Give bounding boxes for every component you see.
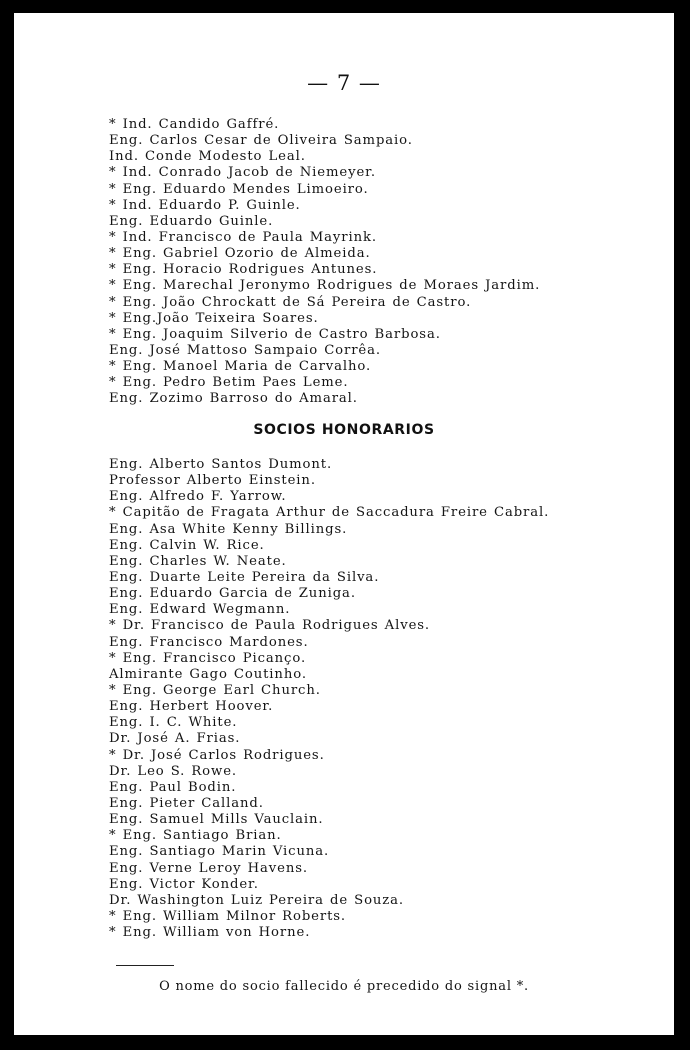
member-entry: * Eng. George Earl Church. bbox=[109, 682, 321, 698]
member-entry: * Eng.João Teixeira Soares. bbox=[109, 310, 319, 326]
member-entry: Eng. José Mattoso Sampaio Corrêa. bbox=[109, 342, 381, 358]
honorary-members-list bbox=[109, 457, 549, 941]
member-entry: * Eng. Eduardo Mendes Limoeiro. bbox=[109, 181, 369, 197]
member-entry: Dr. Leo S. Rowe. bbox=[109, 763, 238, 779]
member-entry: * Dr. José Carlos Rodrigues. bbox=[109, 747, 325, 763]
member-entry: Eng. Samuel Mills Vauclain. bbox=[109, 812, 324, 828]
member-entry: * Eng. Pedro Betim Paes Leme. bbox=[109, 375, 349, 391]
member-entry: * Eng. Joaquim Silverio de Castro Barbosa. bbox=[109, 326, 441, 342]
member-entry: Eng. Duarte Leite Pereira da Silva. bbox=[109, 569, 380, 585]
member-entry: Eng. Alfredo F. Yarrow. bbox=[109, 489, 287, 505]
member-entry: * Eng. Santiago Brian. bbox=[109, 828, 282, 844]
member-entry: Eng. Eduardo Garcia de Zuniga. bbox=[109, 586, 356, 602]
member-entry: * Ind. Eduardo P. Guinle. bbox=[109, 197, 301, 213]
member-entry: * Eng. Francisco Picanço. bbox=[109, 650, 307, 666]
member-entry: Eng. Victor Konder. bbox=[109, 876, 259, 892]
member-entry: Professor Alberto Einstein. bbox=[109, 473, 316, 489]
member-entry: * Dr. Francisco de Paula Rodrigues Alves. bbox=[109, 618, 431, 634]
member-entry: * Ind. Francisco de Paula Mayrink. bbox=[109, 229, 377, 245]
member-entry: * Eng. Marechal Jeronymo Rodrigues de Moraes Jardim. bbox=[109, 278, 541, 294]
footnote-divider bbox=[116, 965, 174, 966]
document-page bbox=[14, 13, 674, 1035]
member-entry: Eng. Zozimo Barroso do Amaral. bbox=[109, 391, 358, 407]
member-entry: Eng. Santiago Marin Vicuna. bbox=[109, 844, 330, 860]
member-entry: Dr. José A. Frias. bbox=[109, 731, 241, 747]
member-entry: Eng. Calvin W. Rice. bbox=[109, 537, 265, 553]
member-entry: * Eng. João Chrockatt de Sá Pereira de Castro. bbox=[109, 294, 472, 310]
member-entry: Eng. Pieter Calland. bbox=[109, 795, 264, 811]
member-entry: Ind. Conde Modesto Leal. bbox=[109, 149, 306, 165]
member-entry: Dr. Washington Luiz Pereira de Souza. bbox=[109, 892, 405, 908]
member-entry: * Eng. William Milnor Roberts. bbox=[109, 908, 347, 924]
member-entry: Eng. Alberto Santos Dumont. bbox=[109, 457, 333, 472]
member-entry: * Capitão de Fragata Arthur de Saccadura Freire Cabral. bbox=[109, 505, 550, 521]
member-entry: Eng. Herbert Hoover. bbox=[109, 699, 274, 715]
member-entry: Eng. Eduardo Guinle. bbox=[109, 213, 274, 229]
member-entry: Eng. Carlos Cesar de Oliveira Sampaio. bbox=[109, 133, 413, 149]
member-entry: * Eng. Manoel Maria de Carvalho. bbox=[109, 359, 372, 375]
member-entry: Eng. I. C. White. bbox=[109, 715, 238, 731]
section-heading-honorary: SOCIOS HONORARIOS bbox=[253, 422, 435, 438]
member-entry: Eng. Asa White Kenny Billings. bbox=[109, 521, 348, 537]
member-entry: Almirante Gago Coutinho. bbox=[109, 666, 307, 682]
member-entry: * Eng. William von Horne. bbox=[109, 925, 311, 941]
member-entry: Eng. Verne Leroy Havens. bbox=[109, 860, 308, 876]
member-entry: Eng. Francisco Mardones. bbox=[109, 634, 309, 650]
member-entry: * Ind. Candido Gaffré. bbox=[109, 117, 280, 132]
member-entry: Eng. Charles W. Neate. bbox=[109, 553, 287, 569]
member-entry: * Eng. Horacio Rodrigues Antunes. bbox=[109, 262, 378, 278]
page-number: — 7 — bbox=[307, 71, 381, 95]
member-entry: * Ind. Conrado Jacob de Niemeyer. bbox=[109, 165, 376, 181]
member-entry: Eng. Paul Bodin. bbox=[109, 779, 237, 795]
member-entry: * Eng. Gabriel Ozorio de Almeida. bbox=[109, 246, 371, 262]
effective-members-list bbox=[109, 117, 540, 408]
footnote-text: O nome do socio fallecido é precedido do signal *. bbox=[159, 979, 529, 994]
member-entry: Eng. Edward Wegmann. bbox=[109, 602, 291, 618]
